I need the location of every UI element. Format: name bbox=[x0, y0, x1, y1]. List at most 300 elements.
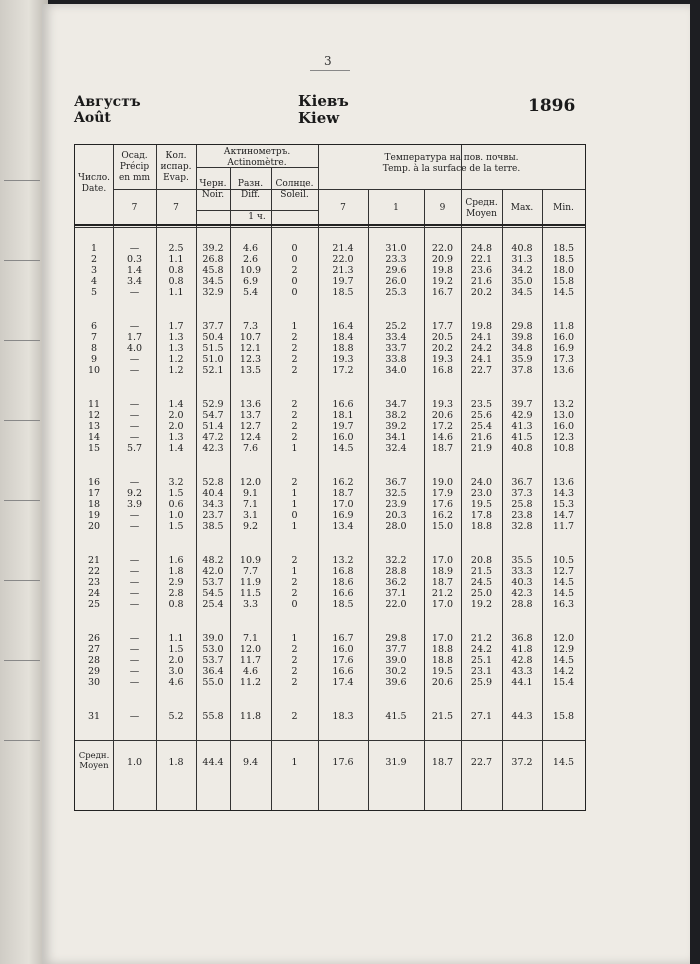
cell-mean: 23.1 bbox=[470, 666, 493, 677]
cell-date: 2 bbox=[90, 254, 98, 265]
mean-label: Средн. Moyen bbox=[78, 751, 110, 771]
header-temp-7: 7 bbox=[340, 203, 346, 213]
mean-temp-9: 18.7 bbox=[431, 757, 454, 768]
cell-difference: 12.4 bbox=[239, 432, 262, 443]
cell-temp-9: 20.6 bbox=[431, 410, 454, 421]
cell-mean: 24.5 bbox=[470, 577, 493, 588]
mean-row bbox=[75, 751, 585, 771]
cell-evaporation: 1.4 bbox=[168, 443, 184, 454]
cell-evaporation: 1.2 bbox=[168, 365, 184, 376]
cell-evaporation: 4.6 bbox=[168, 677, 184, 688]
cell-max: 34.8 bbox=[511, 343, 533, 354]
cell-black-bulb: 39.2 bbox=[202, 243, 224, 254]
cell-temp-7: 16.6 bbox=[332, 588, 354, 599]
cell-precipitation: — bbox=[129, 354, 140, 365]
cell-temp-9: 18.7 bbox=[431, 443, 454, 454]
cell-difference: 12.3 bbox=[239, 354, 262, 365]
cell-evaporation: 1.1 bbox=[168, 287, 184, 298]
cell-sun: 2 bbox=[291, 477, 298, 488]
cell-temp-1: 32.2 bbox=[385, 555, 407, 566]
cell-temp-1: 34.7 bbox=[385, 399, 407, 410]
cell-precipitation: — bbox=[129, 633, 140, 644]
cell-evaporation: 5.2 bbox=[168, 711, 184, 722]
cell-temp-9: 19.5 bbox=[431, 666, 454, 677]
cell-sun: 1 bbox=[291, 566, 298, 577]
cell-temp-9: 20.5 bbox=[431, 332, 454, 343]
cell-difference: 13.6 bbox=[239, 399, 262, 410]
cell-temp-1: 38.2 bbox=[385, 410, 407, 421]
cell-black-bulb: 51.0 bbox=[202, 354, 224, 365]
cell-mean: 24.2 bbox=[470, 343, 493, 354]
table-row bbox=[75, 343, 585, 354]
cell-evaporation: 1.7 bbox=[168, 321, 184, 332]
cell-temp-9: 18.9 bbox=[431, 566, 454, 577]
table-row bbox=[75, 488, 585, 499]
cell-mean: 19.5 bbox=[470, 499, 493, 510]
cell-date: 12 bbox=[87, 410, 101, 421]
cell-min: 10.5 bbox=[552, 555, 575, 566]
cell-temp-9: 16.7 bbox=[431, 287, 454, 298]
cell-black-bulb: 54.7 bbox=[202, 410, 224, 421]
cell-temp-9: 16.8 bbox=[431, 365, 454, 376]
cell-evaporation: 1.5 bbox=[168, 644, 184, 655]
cell-mean: 22.7 bbox=[470, 365, 493, 376]
cell-difference: 5.4 bbox=[242, 287, 259, 298]
cell-sun: 2 bbox=[291, 343, 298, 354]
cell-precipitation: — bbox=[129, 677, 140, 688]
cell-temp-1: 37.1 bbox=[385, 588, 407, 599]
table-row bbox=[75, 588, 585, 599]
cell-temp-9: 19.8 bbox=[431, 265, 454, 276]
cell-min: 16.9 bbox=[552, 343, 575, 354]
cell-date: 20 bbox=[87, 521, 101, 532]
cell-precipitation: — bbox=[129, 521, 140, 532]
cell-temp-9: 17.6 bbox=[431, 499, 454, 510]
header-precipitation: Осад. Précip en mm bbox=[118, 151, 151, 183]
cell-max: 29.8 bbox=[511, 321, 533, 332]
cell-temp-1: 30.2 bbox=[385, 666, 407, 677]
cell-max: 43.3 bbox=[511, 666, 533, 677]
cell-black-bulb: 38.5 bbox=[202, 521, 224, 532]
table-row bbox=[75, 644, 585, 655]
cell-black-bulb: 52.1 bbox=[202, 365, 224, 376]
cell-mean: 19.2 bbox=[470, 599, 493, 610]
cell-max: 37.8 bbox=[511, 365, 533, 376]
table-row bbox=[75, 633, 585, 644]
cell-temp-9: 17.9 bbox=[431, 488, 454, 499]
cell-temp-1: 41.5 bbox=[385, 711, 407, 722]
cell-evaporation: 2.0 bbox=[168, 421, 184, 432]
cell-precipitation: — bbox=[129, 243, 140, 254]
cell-date: 22 bbox=[87, 566, 101, 577]
cell-precipitation: 0.3 bbox=[126, 254, 143, 265]
city-russian: Кіевъ bbox=[298, 92, 349, 110]
cell-mean: 24.2 bbox=[470, 644, 493, 655]
cell-min: 13.2 bbox=[552, 399, 575, 410]
cell-temp-7: 18.5 bbox=[332, 599, 354, 610]
header-obs-precip: 7 bbox=[131, 203, 138, 213]
cell-mean: 20.8 bbox=[470, 555, 493, 566]
table-row bbox=[75, 666, 585, 677]
cell-temp-9: 15.0 bbox=[431, 521, 454, 532]
cell-mean: 21.9 bbox=[470, 443, 493, 454]
cell-black-bulb: 45.8 bbox=[202, 265, 224, 276]
header-temp-9: 9 bbox=[439, 203, 446, 213]
header-actinometer: Актинометръ. Actinomètre. bbox=[223, 147, 291, 168]
cell-precipitation: 5.7 bbox=[126, 443, 143, 454]
cell-mean: 23.0 bbox=[470, 488, 493, 499]
cell-min: 15.4 bbox=[552, 677, 575, 688]
cell-min: 14.5 bbox=[552, 577, 575, 588]
cell-precipitation: — bbox=[129, 432, 140, 443]
cell-min: 15.8 bbox=[552, 711, 575, 722]
cell-min: 12.0 bbox=[552, 633, 575, 644]
cell-mean: 27.1 bbox=[470, 711, 493, 722]
cell-mean: 22.1 bbox=[470, 254, 493, 265]
cell-max: 44.1 bbox=[511, 677, 533, 688]
cell-mean: 24.1 bbox=[470, 332, 493, 343]
cell-temp-9: 17.7 bbox=[431, 321, 454, 332]
cell-mean: 25.0 bbox=[470, 588, 493, 599]
cell-date: 7 bbox=[90, 332, 98, 343]
cell-evaporation: 1.3 bbox=[168, 343, 184, 354]
cell-black-bulb: 52.9 bbox=[202, 399, 224, 410]
cell-date: 27 bbox=[87, 644, 101, 655]
cell-date: 26 bbox=[87, 633, 101, 644]
cell-black-bulb: 51.4 bbox=[202, 421, 224, 432]
cell-min: 15.3 bbox=[552, 499, 575, 510]
cell-min: 12.7 bbox=[552, 566, 575, 577]
cell-date: 9 bbox=[90, 354, 98, 365]
cell-temp-7: 16.8 bbox=[332, 566, 354, 577]
cell-temp-9: 21.2 bbox=[431, 588, 454, 599]
cell-temp-7: 18.5 bbox=[332, 287, 354, 298]
cell-sun: 1 bbox=[291, 633, 298, 644]
cell-temp-7: 17.2 bbox=[332, 365, 354, 376]
cell-evaporation: 1.6 bbox=[168, 555, 184, 566]
cell-evaporation: 1.3 bbox=[168, 332, 184, 343]
cell-precipitation: — bbox=[129, 577, 140, 588]
header-date: Число. Date. bbox=[78, 173, 110, 194]
cell-precipitation: 4.0 bbox=[126, 343, 143, 354]
table-row bbox=[75, 421, 585, 432]
cell-temp-9: 19.3 bbox=[431, 354, 454, 365]
cell-sun: 2 bbox=[291, 332, 298, 343]
cell-mean: 25.9 bbox=[470, 677, 493, 688]
cell-temp-1: 33.7 bbox=[385, 343, 407, 354]
cell-sun: 1 bbox=[291, 499, 298, 510]
cell-black-bulb: 25.4 bbox=[202, 599, 224, 610]
cell-temp-7: 14.5 bbox=[332, 443, 354, 454]
cell-temp-7: 18.3 bbox=[332, 711, 354, 722]
cell-precipitation: — bbox=[129, 711, 140, 722]
cell-temp-9: 20.9 bbox=[431, 254, 454, 265]
cell-date: 13 bbox=[87, 421, 101, 432]
cell-temp-1: 29.6 bbox=[385, 265, 407, 276]
cell-sun: 2 bbox=[291, 677, 298, 688]
cell-evaporation: 1.0 bbox=[168, 510, 184, 521]
cell-max: 39.7 bbox=[511, 399, 533, 410]
page-number-rule bbox=[310, 70, 350, 71]
cell-temp-9: 17.2 bbox=[431, 421, 454, 432]
cell-evaporation: 2.8 bbox=[168, 588, 184, 599]
cell-temp-9: 17.0 bbox=[431, 555, 454, 566]
table-row bbox=[75, 477, 585, 488]
cell-precipitation: 1.4 bbox=[126, 265, 143, 276]
cell-difference: 7.6 bbox=[242, 443, 259, 454]
cell-temp-1: 39.0 bbox=[385, 655, 407, 666]
mean-sun: 1 bbox=[291, 757, 298, 768]
cell-max: 39.8 bbox=[511, 332, 533, 343]
cell-evaporation: 0.8 bbox=[168, 276, 184, 287]
cell-min: 12.9 bbox=[552, 644, 575, 655]
cell-temp-9: 20.6 bbox=[431, 677, 454, 688]
mean-temp-7: 17.6 bbox=[332, 757, 354, 768]
cell-difference: 12.1 bbox=[239, 343, 262, 354]
cell-mean: 21.2 bbox=[470, 633, 493, 644]
page-number: 3 bbox=[324, 54, 332, 68]
table-row bbox=[75, 410, 585, 421]
cell-date: 3 bbox=[90, 265, 98, 276]
cell-temp-9: 17.0 bbox=[431, 633, 454, 644]
cell-sun: 2 bbox=[291, 421, 298, 432]
cell-min: 14.2 bbox=[552, 666, 575, 677]
cell-temp-7: 13.2 bbox=[332, 555, 354, 566]
cell-temp-7: 16.9 bbox=[332, 510, 354, 521]
cell-min: 18.5 bbox=[552, 243, 575, 254]
cell-date: 1 bbox=[90, 243, 98, 254]
cell-difference: 7.1 bbox=[242, 633, 259, 644]
cell-max: 44.3 bbox=[511, 711, 533, 722]
cell-temp-1: 28.8 bbox=[385, 566, 407, 577]
cell-temp-1: 32.5 bbox=[385, 488, 407, 499]
city-german: Kiew bbox=[298, 109, 340, 127]
cell-black-bulb: 42.0 bbox=[202, 566, 224, 577]
cell-min: 16.0 bbox=[552, 421, 575, 432]
cell-temp-9: 19.3 bbox=[431, 399, 454, 410]
cell-sun: 1 bbox=[291, 488, 298, 499]
cell-max: 32.8 bbox=[511, 521, 533, 532]
cell-evaporation: 3.2 bbox=[168, 477, 184, 488]
cell-sun: 1 bbox=[291, 521, 298, 532]
mean-min: 14.5 bbox=[552, 757, 575, 768]
cell-temp-7: 16.6 bbox=[332, 399, 354, 410]
cell-temp-7: 17.0 bbox=[332, 499, 354, 510]
cell-min: 14.5 bbox=[552, 655, 575, 666]
cell-date: 23 bbox=[87, 577, 101, 588]
cell-date: 8 bbox=[90, 343, 98, 354]
cell-sun: 2 bbox=[291, 432, 298, 443]
table-row bbox=[75, 265, 585, 276]
cell-precipitation: — bbox=[129, 510, 140, 521]
cell-max: 36.7 bbox=[511, 477, 533, 488]
cell-difference: 12.7 bbox=[239, 421, 262, 432]
cell-precipitation: 3.4 bbox=[126, 276, 143, 287]
cell-max: 40.3 bbox=[511, 577, 533, 588]
cell-temp-9: 22.0 bbox=[431, 243, 454, 254]
table-row bbox=[75, 321, 585, 332]
cell-temp-7: 18.1 bbox=[332, 410, 354, 421]
cell-difference: 11.9 bbox=[239, 577, 262, 588]
cell-temp-1: 36.7 bbox=[385, 477, 407, 488]
cell-black-bulb: 32.9 bbox=[202, 287, 224, 298]
table-row bbox=[75, 555, 585, 566]
header-difference: Разн. Diff. bbox=[237, 179, 264, 200]
cell-temp-1: 36.2 bbox=[385, 577, 407, 588]
cell-temp-7: 19.7 bbox=[332, 276, 354, 287]
cell-mean: 21.5 bbox=[470, 566, 493, 577]
cell-min: 17.3 bbox=[552, 354, 575, 365]
cell-evaporation: 1.1 bbox=[168, 254, 184, 265]
cell-temp-7: 18.7 bbox=[332, 488, 354, 499]
header-obs-evap: 7 bbox=[173, 203, 179, 213]
cell-evaporation: 0.6 bbox=[168, 499, 184, 510]
cell-date: 31 bbox=[87, 711, 101, 722]
cell-difference: 12.0 bbox=[239, 477, 262, 488]
cell-temp-1: 34.1 bbox=[385, 432, 407, 443]
cell-max: 35.0 bbox=[511, 276, 533, 287]
header-black-bulb: Черн. Noir. bbox=[199, 179, 227, 200]
cell-max: 40.8 bbox=[511, 443, 533, 454]
cell-date: 29 bbox=[87, 666, 101, 677]
cell-evaporation: 2.5 bbox=[168, 243, 184, 254]
cell-max: 34.5 bbox=[511, 287, 533, 298]
cell-evaporation: 1.5 bbox=[168, 488, 184, 499]
cell-precipitation: — bbox=[129, 287, 140, 298]
table-row bbox=[75, 499, 585, 510]
table-row bbox=[75, 655, 585, 666]
cell-evaporation: 1.2 bbox=[168, 354, 184, 365]
table-row bbox=[75, 566, 585, 577]
cell-temp-1: 25.3 bbox=[385, 287, 407, 298]
cell-mean: 21.6 bbox=[470, 276, 493, 287]
cell-difference: 10.9 bbox=[239, 265, 262, 276]
cell-difference: 3.1 bbox=[242, 510, 259, 521]
cell-max: 42.9 bbox=[511, 410, 533, 421]
cell-date: 24 bbox=[87, 588, 101, 599]
cell-difference: 10.7 bbox=[239, 332, 262, 343]
mean-black-bulb: 44.4 bbox=[202, 757, 224, 768]
table-row bbox=[75, 254, 585, 265]
cell-difference: 11.2 bbox=[239, 677, 262, 688]
cell-black-bulb: 39.0 bbox=[202, 633, 224, 644]
table-row bbox=[75, 443, 585, 454]
cell-evaporation: 1.8 bbox=[168, 566, 184, 577]
cell-sun: 0 bbox=[291, 599, 298, 610]
cell-date: 21 bbox=[87, 555, 101, 566]
cell-mean: 19.8 bbox=[470, 321, 493, 332]
cell-min: 18.0 bbox=[552, 265, 575, 276]
cell-sun: 2 bbox=[291, 711, 298, 722]
cell-date: 14 bbox=[87, 432, 101, 443]
cell-temp-7: 16.0 bbox=[332, 644, 354, 655]
cell-date: 4 bbox=[90, 276, 98, 287]
cell-sun: 2 bbox=[291, 555, 298, 566]
cell-temp-7: 17.6 bbox=[332, 655, 354, 666]
cell-sun: 2 bbox=[291, 577, 298, 588]
cell-difference: 7.3 bbox=[242, 321, 259, 332]
cell-temp-9: 16.2 bbox=[431, 510, 454, 521]
cell-evaporation: 3.0 bbox=[168, 666, 184, 677]
cell-temp-9: 20.2 bbox=[431, 343, 454, 354]
header-mean: Средн. Moyen bbox=[465, 198, 498, 219]
cell-sun: 0 bbox=[291, 243, 298, 254]
cell-date: 28 bbox=[87, 655, 101, 666]
cell-min: 13.6 bbox=[552, 365, 575, 376]
cell-difference: 11.7 bbox=[239, 655, 262, 666]
table-row bbox=[75, 711, 585, 722]
cell-max: 23.8 bbox=[511, 510, 533, 521]
cell-temp-7: 16.2 bbox=[332, 477, 354, 488]
table-row bbox=[75, 354, 585, 365]
cell-evaporation: 1.5 bbox=[168, 521, 184, 532]
header-temp-1: 1 bbox=[393, 203, 399, 213]
table-row bbox=[75, 243, 585, 254]
cell-sun: 0 bbox=[291, 276, 298, 287]
cell-max: 41.3 bbox=[511, 421, 533, 432]
cell-black-bulb: 53.7 bbox=[202, 655, 224, 666]
left-page-edge bbox=[0, 0, 48, 964]
cell-date: 15 bbox=[87, 443, 101, 454]
cell-black-bulb: 47.2 bbox=[202, 432, 224, 443]
cell-temp-9: 18.7 bbox=[431, 577, 454, 588]
cell-sun: 2 bbox=[291, 354, 298, 365]
cell-sun: 2 bbox=[291, 399, 298, 410]
header-sun: Солнце. Soleil. bbox=[275, 179, 314, 200]
cell-mean: 25.1 bbox=[470, 655, 493, 666]
cell-mean: 17.8 bbox=[470, 510, 493, 521]
table-row bbox=[75, 521, 585, 532]
cell-precipitation: — bbox=[129, 555, 140, 566]
cell-sun: 2 bbox=[291, 666, 298, 677]
cell-black-bulb: 40.4 bbox=[202, 488, 224, 499]
cell-sun: 1 bbox=[291, 443, 298, 454]
cell-evaporation: 0.8 bbox=[168, 265, 184, 276]
cell-difference: 7.1 bbox=[242, 499, 259, 510]
cell-sun: 0 bbox=[291, 254, 298, 265]
cell-sun: 0 bbox=[291, 510, 298, 521]
cell-black-bulb: 34.3 bbox=[202, 499, 224, 510]
cell-difference: 6.9 bbox=[242, 276, 259, 287]
cell-max: 33.3 bbox=[511, 566, 533, 577]
cell-temp-1: 28.0 bbox=[385, 521, 407, 532]
cell-mean: 25.6 bbox=[470, 410, 493, 421]
cell-date: 30 bbox=[87, 677, 101, 688]
cell-evaporation: 2.0 bbox=[168, 655, 184, 666]
cell-difference: 12.0 bbox=[239, 644, 262, 655]
cell-precipitation: — bbox=[129, 321, 140, 332]
cell-min: 14.3 bbox=[552, 488, 575, 499]
cell-max: 37.3 bbox=[511, 488, 533, 499]
cell-black-bulb: 37.7 bbox=[202, 321, 224, 332]
cell-mean: 24.1 bbox=[470, 354, 493, 365]
cell-precipitation: 1.7 bbox=[126, 332, 143, 343]
cell-min: 16.0 bbox=[552, 332, 575, 343]
cell-min: 16.3 bbox=[552, 599, 575, 610]
cell-precipitation: — bbox=[129, 399, 140, 410]
cell-temp-1: 33.4 bbox=[385, 332, 407, 343]
cell-temp-1: 34.0 bbox=[385, 365, 407, 376]
cell-sun: 1 bbox=[291, 321, 298, 332]
cell-max: 40.8 bbox=[511, 243, 533, 254]
cell-temp-7: 18.4 bbox=[332, 332, 354, 343]
cell-black-bulb: 53.0 bbox=[202, 644, 224, 655]
cell-temp-1: 39.6 bbox=[385, 677, 407, 688]
cell-difference: 11.5 bbox=[239, 588, 262, 599]
cell-max: 42.8 bbox=[511, 655, 533, 666]
mean-difference: 9.4 bbox=[242, 757, 259, 768]
cell-date: 19 bbox=[87, 510, 101, 521]
